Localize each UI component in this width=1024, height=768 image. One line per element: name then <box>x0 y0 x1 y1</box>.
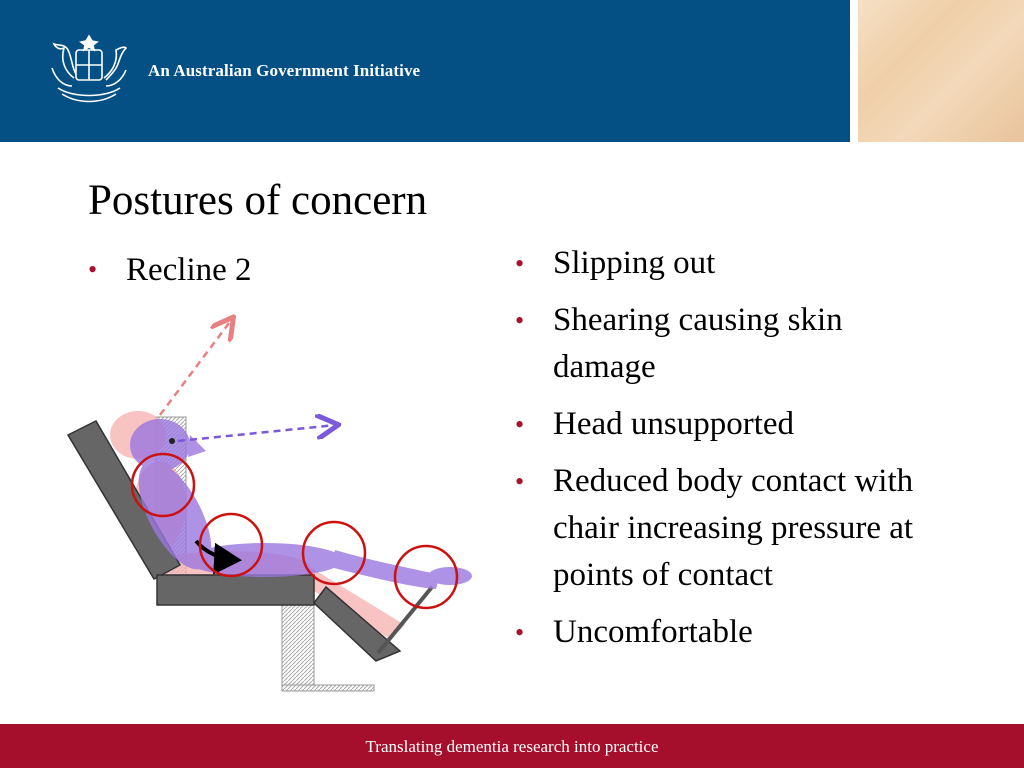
bullet-text: Slipping out <box>553 245 716 281</box>
slumped-gaze-arrow <box>178 425 336 441</box>
list-item <box>88 247 252 293</box>
chair-seat <box>157 575 314 605</box>
list-item <box>515 458 925 599</box>
upright-gaze-arrow <box>160 319 232 415</box>
bullet-icon: • <box>88 255 98 284</box>
bullet-text: Head unsupported <box>553 406 795 442</box>
footer-band <box>0 724 1024 768</box>
eye-dot <box>169 438 175 444</box>
list-item <box>515 240 925 287</box>
footer-text: Translating dementia research into practice <box>365 737 659 756</box>
right-bullet-list <box>515 240 925 666</box>
bullet-text: Shearing causing skin damage <box>553 302 843 385</box>
slide-title: Postures of concern <box>88 177 428 224</box>
bullet-text: Recline 2 <box>126 252 252 288</box>
bullet-icon: • <box>515 306 525 335</box>
bullet-text: Reduced body contact with chair increasing pressure at points of contact <box>553 463 914 593</box>
chair-base-plate <box>282 685 374 691</box>
bullet-text: Uncomfortable <box>553 614 753 650</box>
header-photo <box>850 0 1024 142</box>
bullet-icon: • <box>515 467 525 496</box>
list-item <box>515 297 925 391</box>
chair-pedestal <box>282 605 314 687</box>
bullet-icon: • <box>515 410 525 439</box>
bullet-icon: • <box>515 249 525 278</box>
bullet-icon: • <box>515 618 525 647</box>
reclined-chair-posture-diagram <box>60 305 480 705</box>
list-item <box>515 401 925 448</box>
list-item <box>515 609 925 656</box>
header-band <box>0 0 850 142</box>
left-bullet-list <box>88 247 252 293</box>
commonwealth-coat-of-arms-icon <box>38 28 140 106</box>
government-initiative-text: An Australian Government Initiative <box>148 61 421 80</box>
